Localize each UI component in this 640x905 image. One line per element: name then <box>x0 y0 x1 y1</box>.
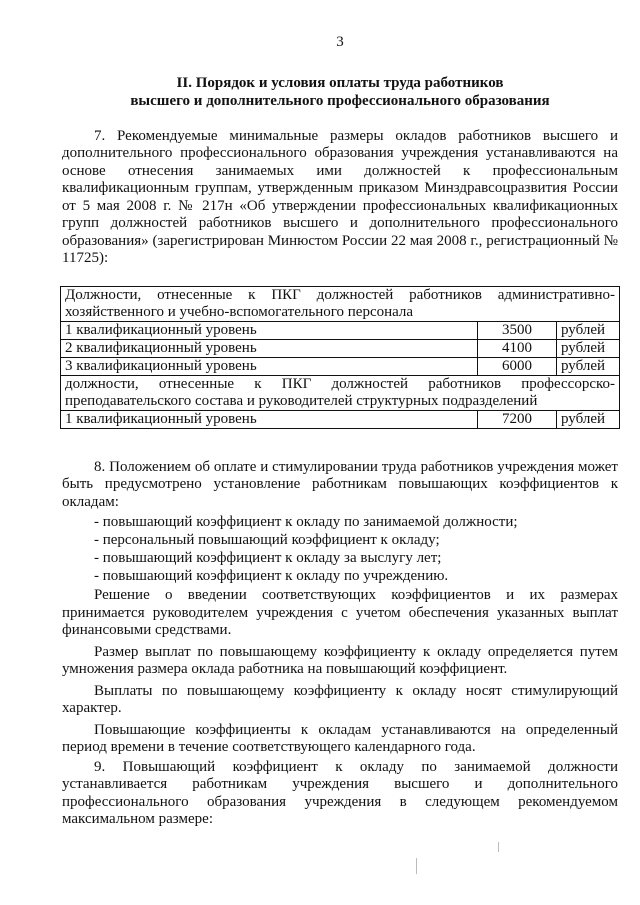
table-row <box>61 339 620 357</box>
salary-table <box>60 286 620 429</box>
scan-artifact-mark <box>416 858 417 874</box>
table-cell-amount: 6000 <box>478 357 557 375</box>
table-group-header-row <box>61 286 620 321</box>
bullet-item: - повышающий коэффициент к окладу за выслугу лет; <box>94 550 442 566</box>
paragraph-7: 7. Рекомендуемые минимальные размеры окладов работников высшего и дополнительного профессионального образования учреждения устанавливаются на основе отнесения занимаемых ими должностей к профессиональным квалификационным группам, утвержденным приказом Минздравсоцразвития России от 5 мая 2008 г. № 217н «Об утверждении профессиональных квалификационных групп должностей работников высшего и дополнительного профессионального образования» (зарегистрирован Минюстом России 22 мая 2008 г., регистрационный № 11725): <box>62 127 618 266</box>
table-cell-amount: 3500 <box>478 321 557 339</box>
table-cell-level: 2 квалификационный уровень <box>61 339 478 357</box>
paragraph-decision: Решение о введении соответствующих коэффициентов и их размерах принимается руководителем учреждения с учетом обеспечения указанных выплат финансовыми средствами. <box>62 587 618 638</box>
bullet-list <box>62 513 618 585</box>
table-cell-level: 3 квалификационный уровень <box>61 357 478 375</box>
paragraph-payments: Выплаты по повышающему коэффициенту к окладу носят стимулирующий характер. <box>62 682 618 716</box>
table-cell-amount: 4100 <box>478 339 557 357</box>
section-title-line2: высшего и дополнительного профессионального образования <box>130 92 550 109</box>
bullet-item: - повышающий коэффициент к окладу по занимаемой должности; <box>94 514 518 530</box>
paragraph-period: Повышающие коэффициенты к окладам устанавливаются на определенный период времени в течение соответствующего календарного года. <box>62 721 618 755</box>
page-number: 3 <box>336 34 344 50</box>
table-cell-level: 1 квалификационный уровень <box>61 410 478 428</box>
bullet-item: - повышающий коэффициент к окладу по учреждению. <box>94 568 449 584</box>
paragraph-9: 9. Повышающий коэффициент к окладу по занимаемой должности устанавливается работникам учреждения высшего и дополнительного профессионального образования учреждения в следующем рекомендуемом максимальном размере: <box>62 758 618 827</box>
section-title-line1: II. Порядок и условия оплаты труда работников <box>176 74 504 91</box>
table-cell-unit: рублей <box>557 321 620 339</box>
table-row <box>61 321 620 339</box>
table-cell-amount: 7200 <box>478 410 557 428</box>
paragraph-size: Размер выплат по повышающему коэффициенту к окладу определяется путем умножения размера оклада работника на повышающий коэффициент. <box>62 643 618 677</box>
table-group2-header: должности, отнесенные к ПКГ должностей работников профессорско-преподавательского состава и руководителей структурных подразделений <box>61 375 620 410</box>
table-row <box>61 410 620 428</box>
table-cell-unit: рублей <box>557 410 620 428</box>
paragraph-8: 8. Положением об оплате и стимулировании труда работников учреждения может быть предусмотрено установление работникам повышающих коэффициентов к окладам: <box>62 458 618 510</box>
scan-artifact-mark <box>498 842 499 852</box>
table-row <box>61 357 620 375</box>
table-cell-level: 1 квалификационный уровень <box>61 321 478 339</box>
section-title <box>62 74 618 110</box>
document-page <box>62 0 618 829</box>
table-group1-header: Должности, отнесенные к ПКГ должностей работников административно-хозяйственного и учебно-вспомогательного персонала <box>61 286 620 321</box>
table-group-header-row <box>61 375 620 410</box>
table-cell-unit: рублей <box>557 339 620 357</box>
table-cell-unit: рублей <box>557 357 620 375</box>
bullet-item: - персональный повышающий коэффициент к окладу; <box>94 532 440 548</box>
